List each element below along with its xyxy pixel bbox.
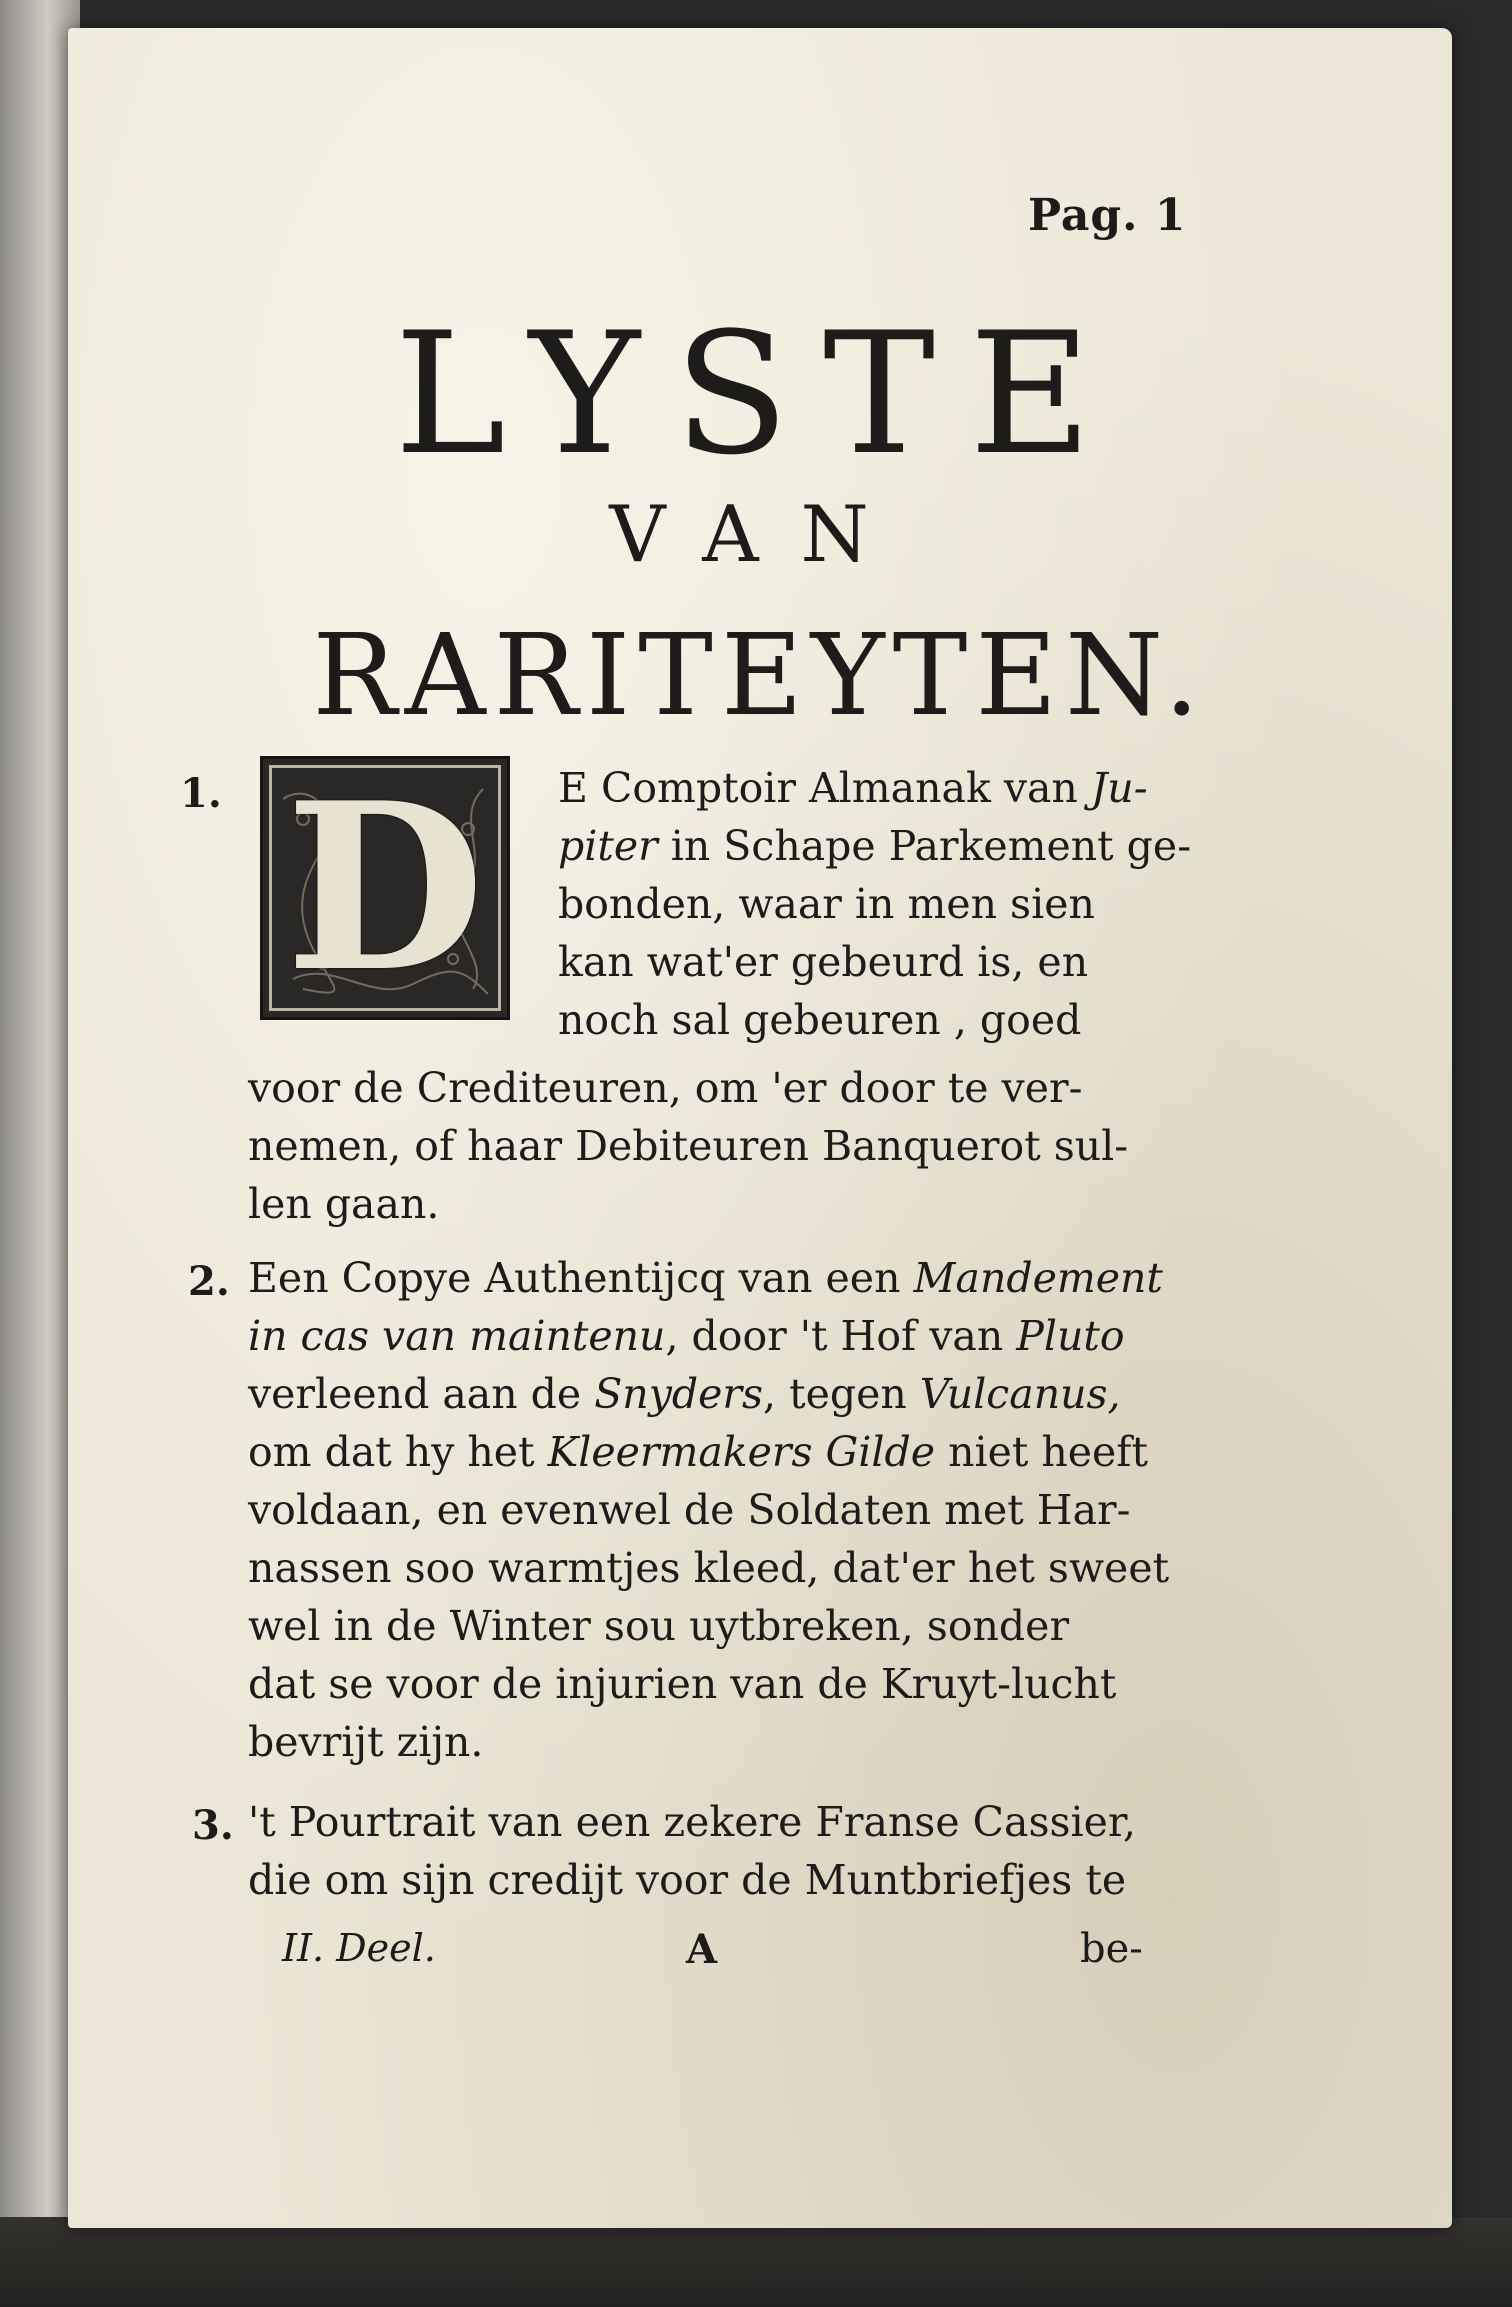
entry-2-line-3: verleend aan de Snyders, tegen Vulcanus, xyxy=(248,1370,1121,1418)
entry-number-3: 3. xyxy=(192,1802,234,1849)
entry-1-line-8: len gaan. xyxy=(248,1180,440,1228)
entry-1-line-6: voor de Crediteuren, om 'er door te ver- xyxy=(248,1064,1083,1112)
background-cloth xyxy=(0,2217,1512,2307)
entry-2-line-5: voldaan, en evenwel de Soldaten met Har- xyxy=(248,1486,1131,1534)
drop-cap-woodcut xyxy=(260,753,510,1023)
entry-2-line-1: Een Copye Authentijcq van een Mandement xyxy=(248,1254,1163,1302)
entry-2-line-7: wel in de Winter sou uytbreken, sonder xyxy=(248,1602,1070,1650)
entry-2-line-4: om dat hy het Kleermakers Gilde niet heeft xyxy=(248,1428,1148,1476)
entry-2-line-6: nassen soo warmtjes kleed, dat'er het sweet xyxy=(248,1544,1170,1592)
title-line-2: VAN xyxy=(609,490,911,580)
entry-1-line-2: piter in Schape Parkement ge- xyxy=(558,822,1192,870)
drop-cap-letter: D xyxy=(285,753,485,1023)
entry-1-line-7: nemen, of haar Debiteuren Banquerot sul- xyxy=(248,1122,1129,1170)
entry-2-line-8: dat se voor de injurien van de Kruyt-lucht xyxy=(248,1660,1117,1708)
entry-2-line-2: in cas van maintenu, door 't Hof van Pluto xyxy=(248,1312,1125,1360)
entry-2-line-9: bevrijt zijn. xyxy=(248,1718,484,1766)
gathering-mark: A xyxy=(686,1926,718,1973)
entry-1-line-1: E Comptoir Almanak van Ju- xyxy=(558,764,1148,812)
title-line-1: LYSTE xyxy=(394,296,1126,492)
signature-mark: II. Deel. xyxy=(282,1926,436,1970)
entry-1-line-5: noch sal gebeuren , goed xyxy=(558,996,1082,1044)
entry-number-1: 1. xyxy=(180,770,222,817)
entry-1-line-4: kan wat'er gebeurd is, en xyxy=(558,938,1089,986)
entry-3-line-1: 't Pourtrait van een zekere Franse Cassier, xyxy=(248,1798,1137,1846)
book-page xyxy=(68,28,1452,2228)
entry-1-line-3: bonden, waar in men sien xyxy=(558,880,1095,928)
entry-3-line-2: die om sijn credijt voor de Muntbriefjes te xyxy=(248,1856,1127,1904)
entry-number-2: 2. xyxy=(188,1258,230,1305)
page-number: Pag. 1 xyxy=(1028,190,1187,241)
catchword: be- xyxy=(1080,1926,1143,1972)
title-line-3: RARITEYTEN. xyxy=(312,611,1208,741)
